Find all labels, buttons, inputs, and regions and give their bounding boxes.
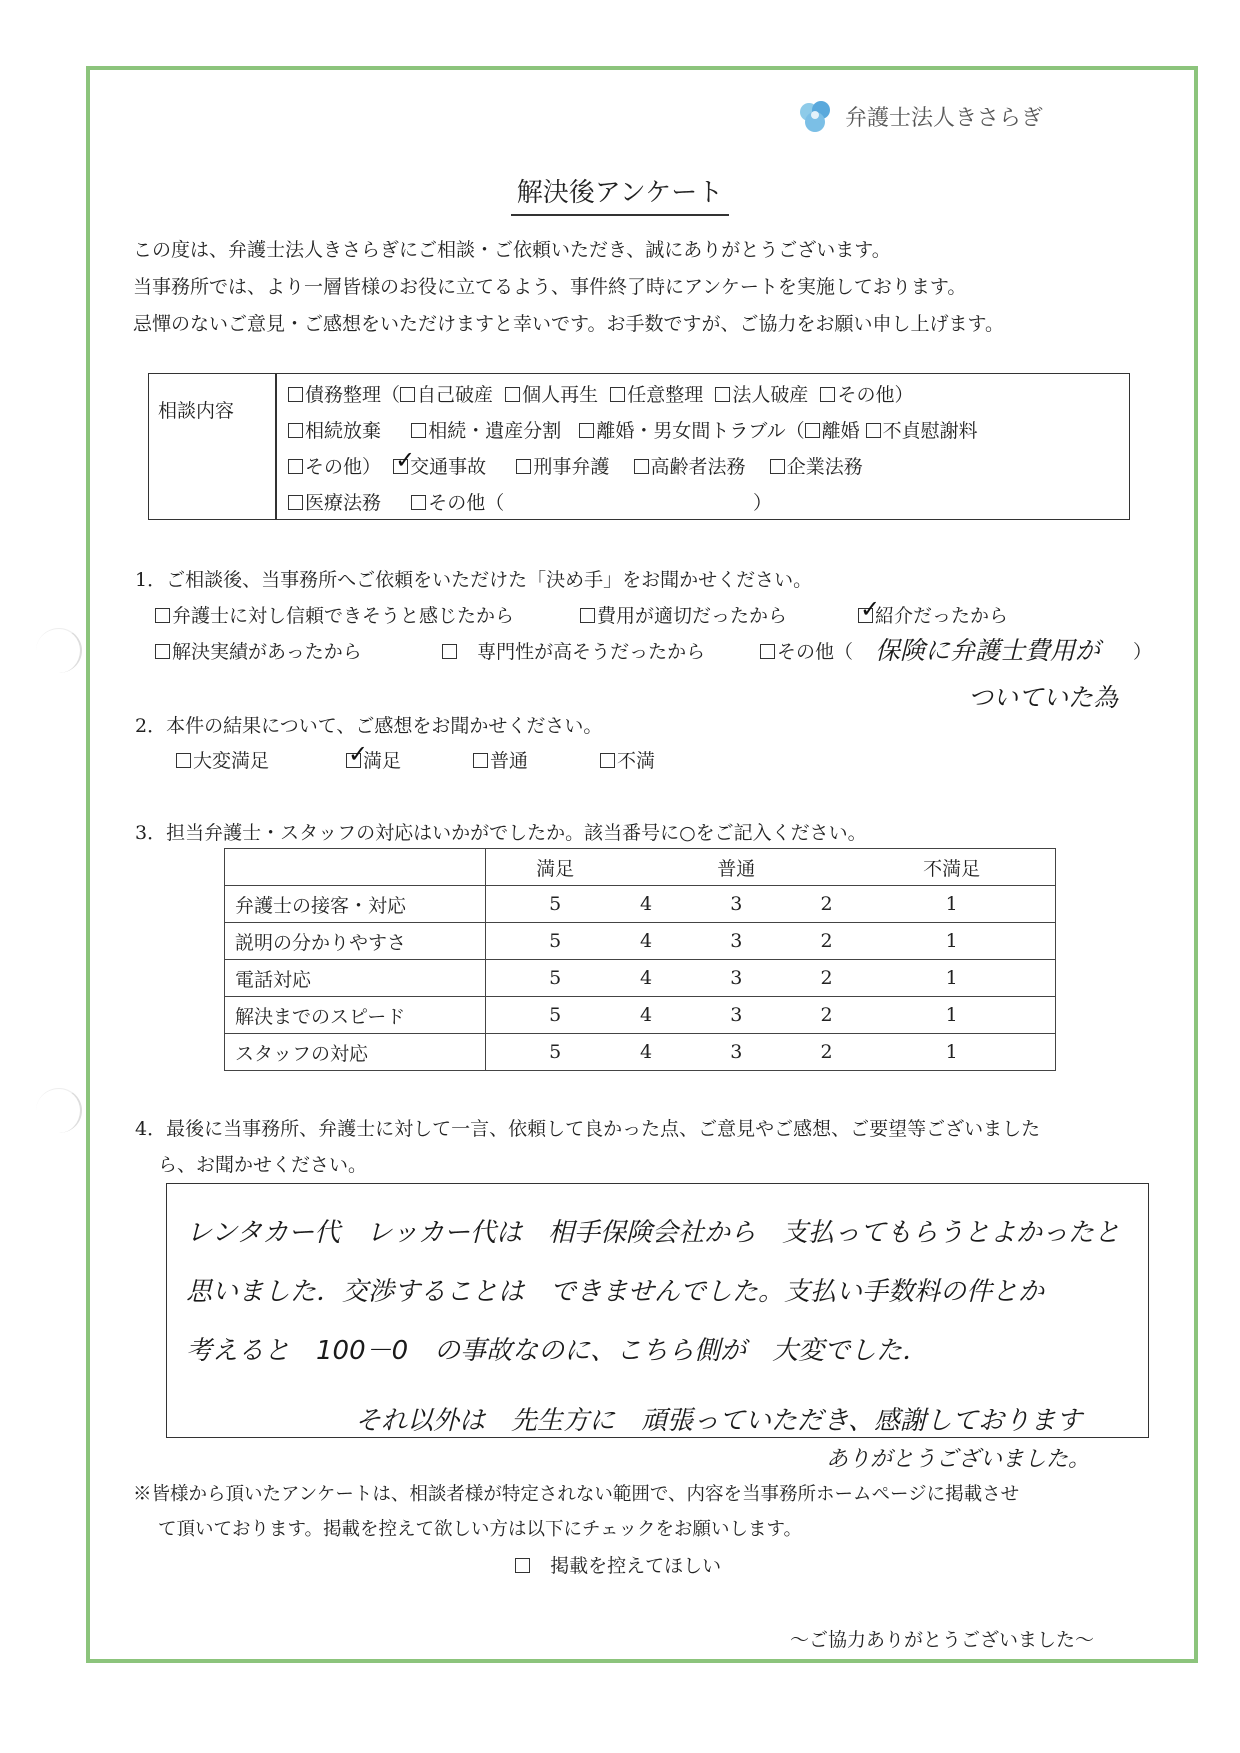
checkbox[interactable] [400, 387, 415, 402]
consult-row-2: 相続放棄 相続・遺産分割 離婚・男女間トラブル（ 離婚 不貞慰謝料 [288, 416, 978, 443]
q1-question: 1．ご相談後、当事務所へご依頼をいただけた「決め手」をお聞かせください。 [135, 569, 813, 591]
table-row: 説明の分かりやすさ 5 4 3 2 1 [225, 923, 1056, 960]
checkbox[interactable] [288, 495, 303, 510]
checkbox[interactable] [176, 753, 191, 768]
consult-row-1: 債務整理（ 自己破産 個人再生 任意整理 法人破産 その他） [288, 380, 913, 407]
punch-hole-top [36, 628, 82, 673]
checkbox[interactable] [516, 459, 531, 474]
table-row: 弁護士の接客・対応 5 4 3 2 1 [225, 886, 1056, 923]
q1-opt-expertise: 専門性が高そうだったから [442, 637, 705, 664]
q4-answer-line-1: レンタカー代 レッカー代は 相手保険会社から 支払ってもらうとよかったと [186, 1218, 1121, 1248]
checkbox-checked[interactable] [346, 740, 369, 768]
rating-header-satisfied: 満足 [486, 849, 625, 886]
q2-opt-very-satisfied: 大変満足 [176, 746, 269, 773]
checkbox[interactable] [155, 608, 170, 623]
q4-answer-line-5: ありがとうございました。 [826, 1447, 1091, 1472]
checkbox[interactable] [805, 423, 820, 438]
checkbox-checked[interactable] [858, 595, 881, 623]
consult-row-4: 医療法務 その他（ [288, 488, 504, 515]
notice-line-2: て頂いております。掲載を控えて欲しい方は以下にチェックをお願いします。 [158, 1519, 802, 1540]
rating-table [224, 848, 1056, 1071]
q1-opt-fee: 費用が適切だったから [580, 601, 787, 628]
checkbox[interactable] [634, 459, 649, 474]
checkbox[interactable] [442, 644, 457, 659]
rating-header-unsatisfied: 不満足 [848, 849, 1055, 886]
q1-other-handwriting-2: ついていた為 [968, 683, 1119, 712]
table-row: スタッフの対応 5 4 3 2 1 [225, 1034, 1056, 1071]
q4-answer-line-3: 考えると 100－0 の事故なのに、こちら側が 大変でした． [186, 1336, 929, 1366]
checkbox-checked[interactable] [393, 446, 416, 474]
q4-answer-line-2: 思いました．交渉することは できませんでした。支払い手数料の件とか [186, 1277, 1045, 1307]
checkbox[interactable] [760, 644, 775, 659]
q4-question-line-1: 4．最後に当事務所、弁護士に対して一言、依頼して良かった点、ご意見やご感想、ご要望等ございました [135, 1118, 1041, 1140]
q1-opt-referral: ✓ 紹介だったから [860, 595, 1009, 627]
checkbox[interactable] [579, 423, 594, 438]
q1-other-handwriting-1: 保険に弁護士費用が [875, 636, 1101, 665]
q3-question: 3．担当弁護士・スタッフの対応はいかがでしたか。該当番号に○をご記入ください。 [135, 822, 867, 844]
optout-checkbox[interactable] [515, 1558, 530, 1573]
table-row: 解決までのスピード 5 4 3 2 1 [225, 997, 1056, 1034]
table-row: 電話対応 5 4 3 2 1 [225, 960, 1056, 997]
notice-line-1: ※皆様から頂いたアンケートは、相談者様が特定されない範囲で、内容を当事務所ホームページに掲載させ [133, 1484, 1020, 1505]
firm-logo [795, 98, 1043, 134]
rating-header-neutral: 普通 [668, 849, 805, 886]
checkbox[interactable] [411, 495, 426, 510]
intro-text [133, 232, 1004, 343]
checkbox[interactable] [288, 387, 303, 402]
checkbox[interactable] [505, 387, 520, 402]
checkbox[interactable] [473, 753, 488, 768]
checkbox[interactable] [288, 459, 303, 474]
checkbox[interactable] [155, 644, 170, 659]
consult-other-close: ） [753, 492, 773, 514]
check-mark-icon: ✓ [348, 740, 369, 768]
consult-row-3: その他） ✓ 交通事故 刑事弁護 高齢者法務 企業法務 [288, 452, 863, 479]
checkbox[interactable] [288, 423, 303, 438]
q1-opt-trust: 弁護士に対し信頼できそうと感じたから [155, 601, 514, 628]
checkbox[interactable] [411, 423, 426, 438]
consult-divider [275, 373, 277, 520]
checkbox[interactable] [820, 387, 835, 402]
q1-opt-other: その他（ [760, 637, 853, 664]
page-title: 解決後アンケート [0, 172, 1240, 209]
intro-line-2: 当事務所では、より一層皆様のお役に立てるよう、事件終了時にアンケートを実施しております。 [133, 276, 967, 298]
checkbox[interactable] [715, 387, 730, 402]
checkbox[interactable] [770, 459, 785, 474]
intro-line-1: この度は、弁護士法人きさらぎにご相談・ご依頼いただき、誠にありがとうございます。 [133, 239, 891, 261]
check-mark-icon: ✓ [395, 446, 416, 474]
q1-opt-record: 解決実績があったから [155, 637, 362, 664]
checkbox[interactable] [866, 423, 881, 438]
checkbox[interactable] [610, 387, 625, 402]
optout-option: 掲載を控えてほしい [515, 1551, 721, 1578]
consult-label: 相談内容 [158, 400, 235, 422]
q2-opt-neutral: 普通 [473, 746, 528, 773]
checkbox[interactable] [580, 608, 595, 623]
q4-answer-line-4: それ以外は 先生方に 頑張っていただき、感謝しております [355, 1406, 1082, 1436]
q1-opt-other-close: ） [1133, 641, 1153, 663]
thanks-text: ～ご協力ありがとうございました～ [790, 1629, 1095, 1651]
q2-opt-unsatisfied: 不満 [600, 746, 655, 773]
flower-logo-icon [795, 98, 835, 134]
punch-hole-bottom [36, 1088, 82, 1133]
q2-question: 2．本件の結果について、ご感想をお聞かせください。 [135, 715, 603, 737]
checkbox[interactable] [600, 753, 615, 768]
firm-name: 弁護士法人きさらぎ [845, 105, 1044, 131]
q2-opt-satisfied: ✓ 満足 [348, 740, 402, 772]
rating-header-row [225, 849, 1056, 886]
q4-question-line-2: ら、お聞かせください。 [158, 1154, 368, 1176]
intro-line-3: 忌憚のないご意見・ご感想をいただけますと幸いです。お手数ですが、ご協力をお願い申し上げます。 [133, 313, 1004, 335]
check-mark-icon: ✓ [860, 595, 881, 623]
